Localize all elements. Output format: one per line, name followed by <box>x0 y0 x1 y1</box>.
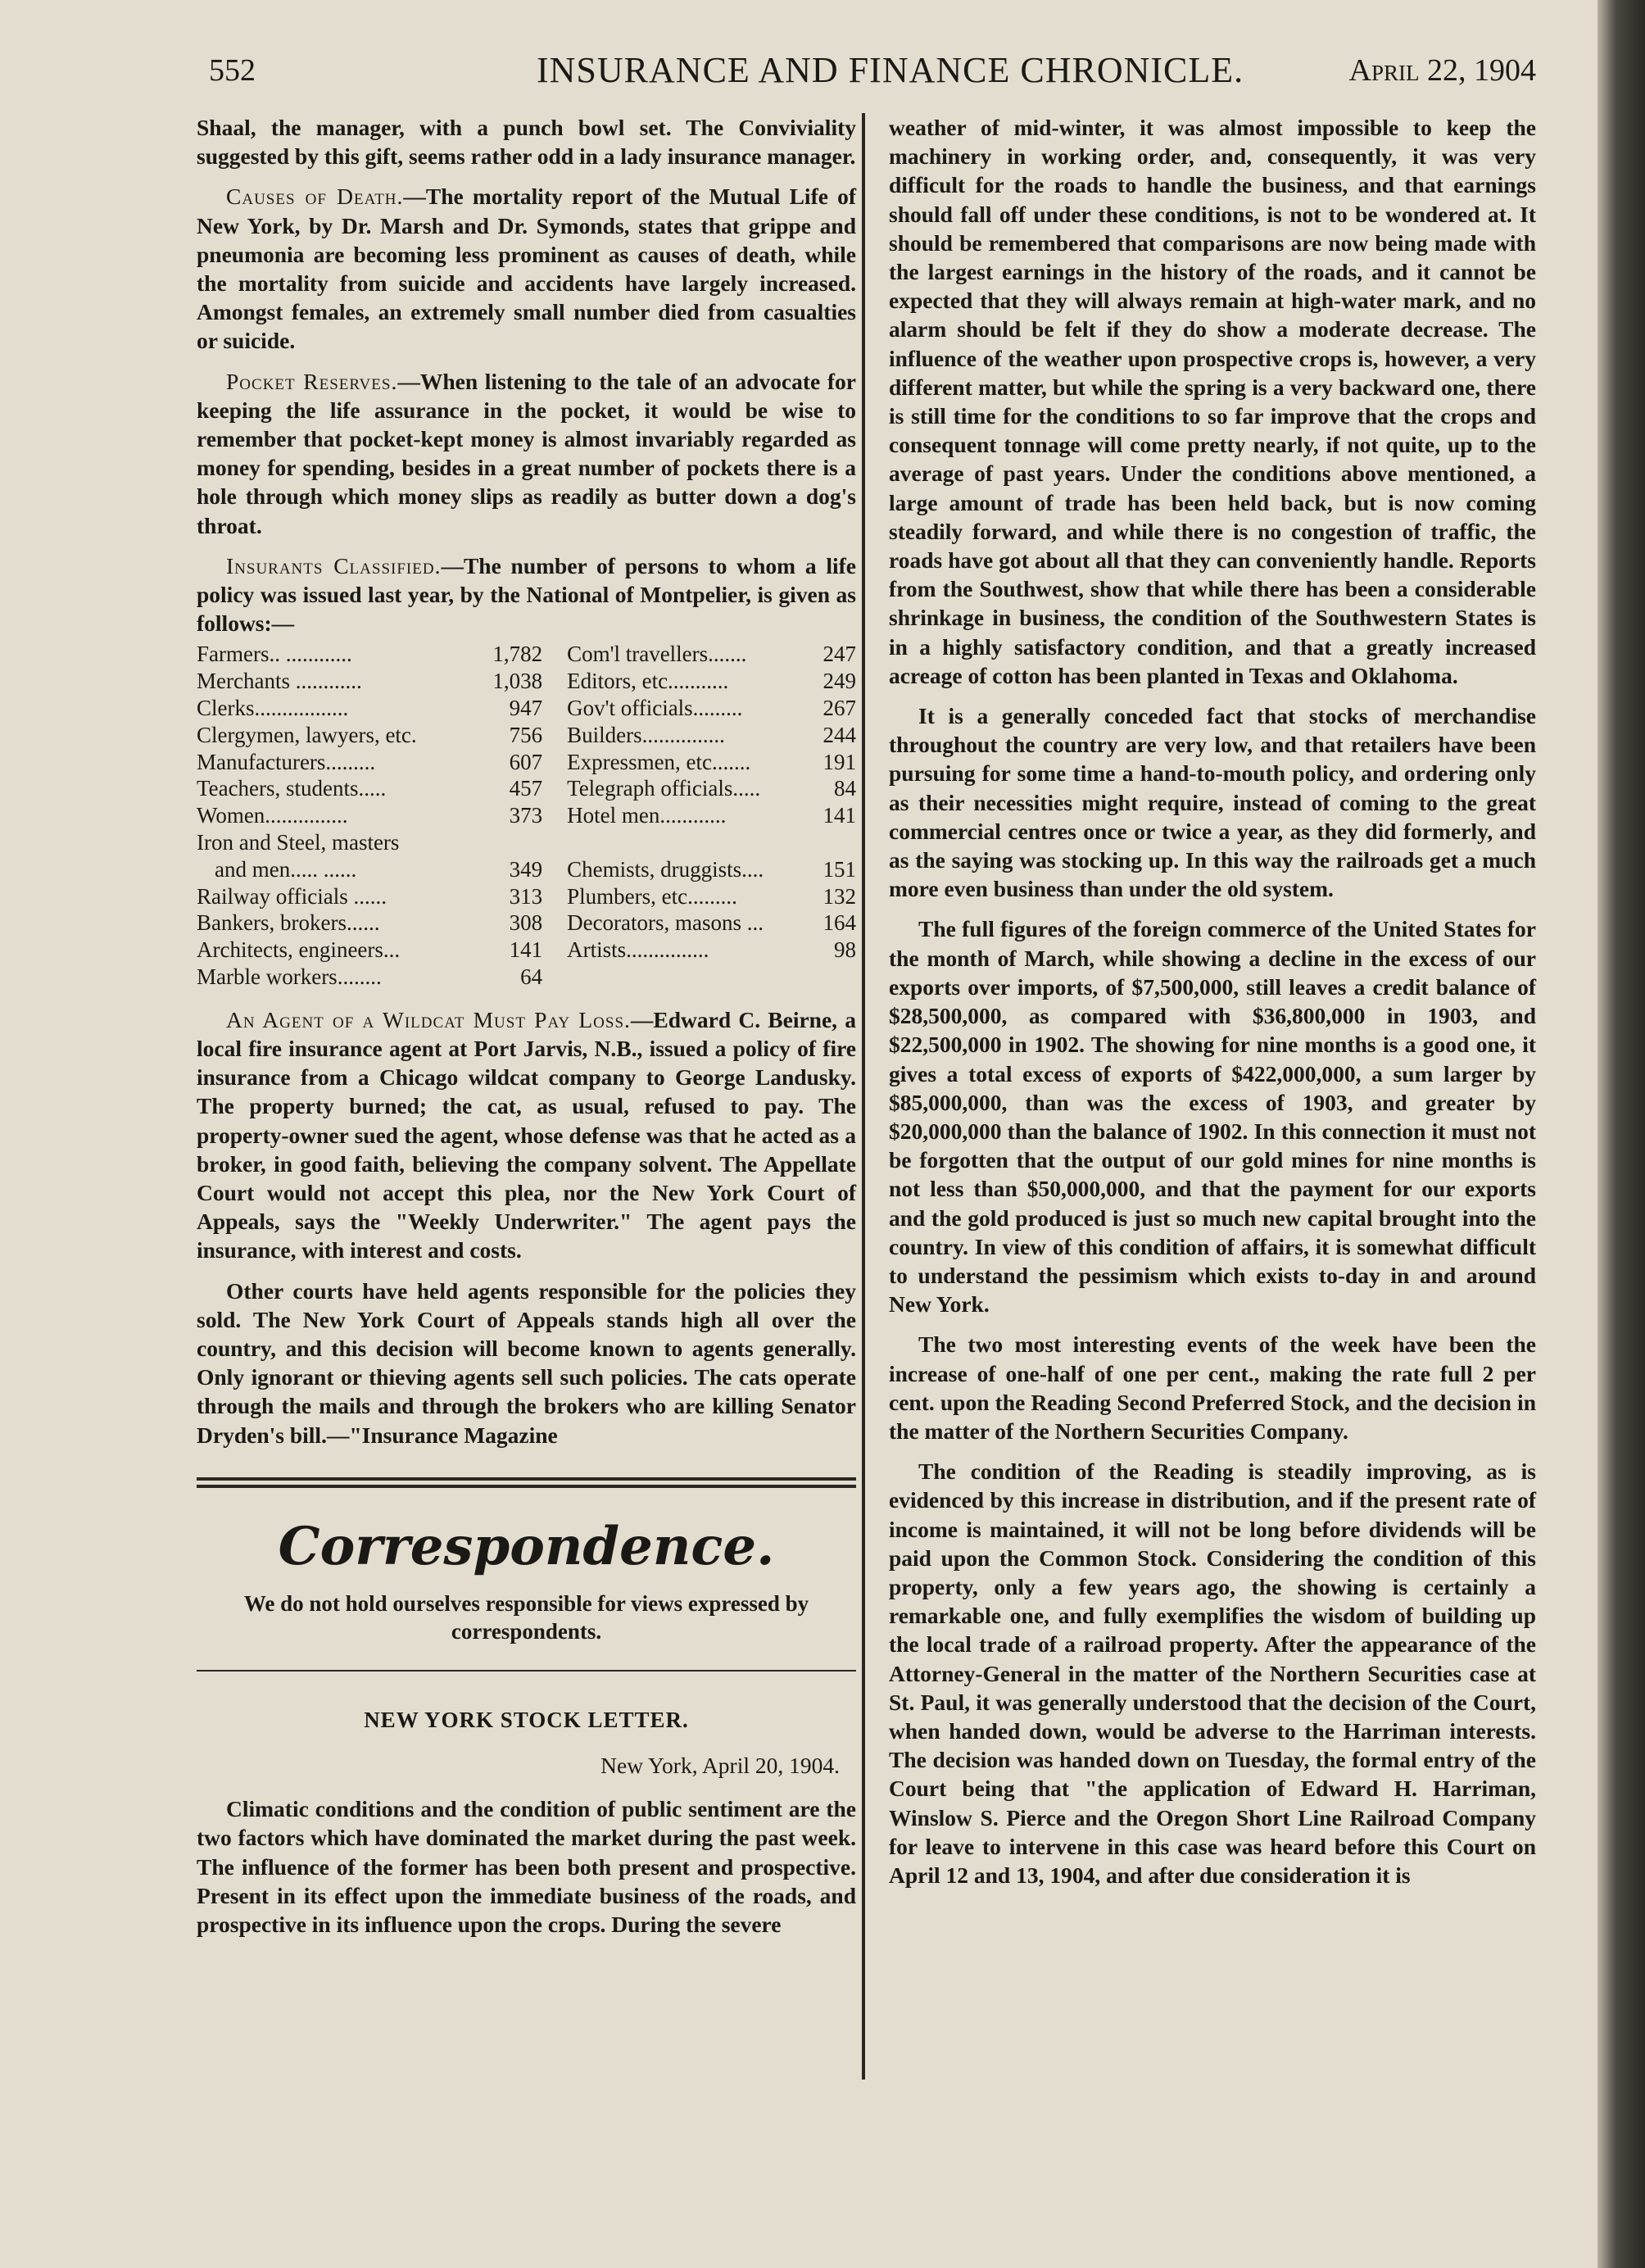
count-cell: 1,782 <box>492 642 543 667</box>
occupation-cell: Decorators, masons ... <box>567 910 764 936</box>
section-divider <box>197 1477 856 1488</box>
count-cell: 247 <box>822 642 856 667</box>
count-cell: 64 <box>520 964 543 990</box>
right-paragraph-1: weather of mid-winter, it was almost impossible to keep the machinery in working order, and, consequently, it was very difficult for the roads to handle the business, and that earnings should fall off under these conditions, is not to be wondered at. It should be remembered that comparisons are now being made with the largest earnings in the history of the roads, and it cannot be expected that they will always remain at high-water mark, and no alarm should be felt if they do show a moderate decrease. The influence of the weather upon prospective crops is, however, a very different matter, but while the spring is a very backward one, there is still time for the conditions to so far improve that the crops and consequent tonnage will come pretty nearly, if not quite, up to the average of past years. Under the conditions above mentioned, a large amount of trade has been held back, but is now coming steadily forward, and while there is no congestion of traffic, the roads have got about all that they can conveniently handle. Reports from the Southwest, show that while there has been a considerable shrinkage in business, the condition of the Southwestern States is in a highly satisfactory condition, and that a greatly increased acreage of cotton has been planted in Texas and Oklahoma. <box>889 115 1536 688</box>
count-cell: 151 <box>822 856 856 882</box>
running-header <box>209 48 1536 97</box>
occupation-cell: Marble workers........ <box>197 964 382 990</box>
left-column <box>197 113 856 1950</box>
table-row <box>197 749 856 776</box>
insurants-paragraph <box>197 551 856 638</box>
binding-shadow <box>1597 0 1645 2268</box>
count-cell: 132 <box>822 883 856 909</box>
count-cell: 141 <box>509 937 543 963</box>
table-row <box>197 829 856 856</box>
occupation-cell: Plumbers, etc......... <box>567 883 737 909</box>
causes-of-death-text: —The mortality report of the Mutual Life of New York, by Dr. Marsh and Dr. Symonds, states that grippe and pneumonia are becoming less prominent as causes of death, while the mortality from suicide and accidents have largely increased. Amongst females, an extremely small number died from casualties or suicide. <box>197 184 856 354</box>
causes-of-death-title: Causes of Death. <box>226 184 404 210</box>
occupation-cell: Iron and Steel, masters <box>197 830 400 855</box>
occupation-cell: Architects, engineers... <box>197 937 401 963</box>
table-row <box>197 802 856 829</box>
occupation-cell: Gov't officials......... <box>567 696 743 721</box>
count-cell: 607 <box>509 749 543 774</box>
table-row <box>197 937 856 964</box>
stock-letter-paragraph-1: Climatic conditions and the condition of public sentiment are the two factors which have dominated the market during the past week. The influence of the former has been both present and prospective. Present in its effect upon the immediate business of the roads, and prospective in its influence upon the crops. During the severe <box>197 1796 856 1938</box>
occupation-cell: Teachers, students..... <box>197 776 387 801</box>
table-row <box>197 695 856 722</box>
wildcat-paragraph-2: Other courts have held agents responsible for the policies they sold. The New York Court of Appeals stands high all over the country, and this decision will become known to agents generally. Only ignorant or thieving agents sell such policies. The cats operate through the mails and through the brokers who are killing Senator Dryden's bill.—"Insurance Magazine <box>197 1277 856 1448</box>
running-title: INSURANCE AND FINANCE CHRONICLE. <box>537 50 1244 90</box>
table-row <box>197 883 856 910</box>
count-cell <box>814 964 856 991</box>
correspondence-heading: Correspondence. <box>278 1515 775 1577</box>
count-cell: 349 <box>509 856 543 882</box>
occupation-cell: Railway officials ...... <box>197 883 387 909</box>
count-cell: 141 <box>822 803 856 828</box>
page-number: 552 <box>209 53 256 88</box>
column-rule <box>862 113 865 2080</box>
occupation-cell: Com'l travellers....... <box>567 642 747 667</box>
occupation-cell <box>567 829 814 856</box>
count-cell: 308 <box>509 910 543 936</box>
occupation-cell: Telegraph officials..... <box>567 776 761 801</box>
count-cell: 98 <box>834 937 856 963</box>
table-row <box>197 909 856 937</box>
pocket-reserves-title: Pocket Reserves. <box>226 368 398 394</box>
count-cell: 164 <box>822 910 856 936</box>
disclaimer-rule <box>197 1670 856 1672</box>
table-row <box>197 668 856 695</box>
right-column <box>889 113 1536 1901</box>
count-cell: 313 <box>509 883 543 909</box>
wildcat-paragraph <box>197 1005 856 1265</box>
occupation-cell <box>567 964 814 991</box>
intro-paragraph: Shaal, the manager, with a punch bowl set. The Conviviality suggested by this gift, seems rather odd in a lady insurance manager. <box>197 115 856 170</box>
table-row <box>197 856 856 883</box>
pocket-reserves-paragraph <box>197 367 856 540</box>
count-cell: 373 <box>509 803 543 828</box>
occupation-cell: Manufacturers......... <box>197 749 376 774</box>
wildcat-text: —Edward C. Beirne, a local fire insurance agent at Port Jarvis, N.B., issued a policy of fire insurance from a Chicago wildcat company to George Landusky. The property burned; the cat, as usual, refused to pay. The property-owner sued the agent, whose defense was that he acted as a broker, in good faith, believing the company solvent. The Appellate Court would not accept this plea, nor the New York Court of Appeals, says the "Weekly Underwriter." The agent pays the insurance, with interest and costs. <box>197 1006 856 1263</box>
count-cell: 1,038 <box>492 669 543 694</box>
count-cell: 84 <box>834 776 856 801</box>
occupation-cell: Builders............... <box>567 722 725 747</box>
stock-letter-dateline: New York, April 20, 1904. <box>600 1753 840 1779</box>
header-date: April 22, 1904 <box>1348 53 1536 88</box>
occupation-cell: Editors, etc........... <box>567 669 729 694</box>
count-cell: 267 <box>822 696 856 721</box>
occupation-cell: Bankers, brokers...... <box>197 910 380 936</box>
insurants-text: —The number of persons to whom a life policy was issued last year, by the National of Montpelier, is given as follows:— <box>197 552 856 637</box>
occupation-table <box>197 641 856 990</box>
occupation-cell: Farmers.. ............ <box>197 642 352 667</box>
occupation-cell: and men..... ...... <box>215 856 357 882</box>
count-cell: 947 <box>509 696 543 721</box>
pocket-reserves-text: —When listening to the tale of an advocate for keeping the life assurance in the pocket, it would be wise to remember that pocket-kept money is almost invariably regarded as money for spending, besides in a great number of pockets there is a hole through which money slips as readily as butter down a dog's throat. <box>197 368 856 538</box>
table-row <box>197 775 856 802</box>
count-cell: 756 <box>509 722 543 747</box>
count-cell: 457 <box>509 776 543 801</box>
occupation-cell: Clerks................. <box>197 696 349 721</box>
occupation-cell: Chemists, druggists.... <box>567 856 764 882</box>
count-cell: 249 <box>822 669 856 694</box>
occupation-cell: Clergymen, lawyers, etc. <box>197 722 417 747</box>
wildcat-title: An Agent of a Wildcat Must Pay Loss. <box>226 1006 631 1032</box>
count-cell: 191 <box>822 749 856 774</box>
right-paragraph-5: The condition of the Reading is steadily improving, as is evidenced by this increase in distribution, and if the present rate of income is maintained, it will not be long before dividends will be paid upon the Common Stock. Considering the condition of this property, only a few years ago, the showing is certainly a remarkable one, and fully exemplifies the wisdom of building up the local trade of a railroad property. After the appearance of the Attorney-General in the matter of the Northern Securities case at St. Paul, it was generally understood that the decision of the Court, when handed down, would be adverse to the Harriman interests. The decision was handed down on Tuesday, the formal entry of the Court being that "the application of Edward H. Harriman, Winslow S. Pierce and the Oregon Short Line Railroad Company for leave to intervene in this case was heard before this Court on April 12 and 13, 1904, and after due consideration it is <box>889 1458 1536 1888</box>
table-row <box>197 641 856 668</box>
occupation-cell: Merchants ............ <box>197 669 362 694</box>
occupation-cell: Women............... <box>197 803 348 828</box>
count-cell: 244 <box>822 722 856 747</box>
occupation-cell: Artists............... <box>567 937 709 963</box>
table-row <box>197 964 856 991</box>
right-paragraph-4: The two most interesting events of the week have been the increase of one-half of one per cent., making the rate full 2 per cent. upon the Reading Second Preferred Stock, and the decision in the matter of the Northern Securities Company. <box>889 1331 1536 1444</box>
insurants-title: Insurants Classified. <box>226 552 442 578</box>
count-cell <box>474 829 567 856</box>
causes-of-death-paragraph <box>197 182 856 355</box>
table-row <box>197 722 856 749</box>
stock-letter-heading: NEW YORK STOCK LETTER. <box>364 1707 689 1732</box>
right-paragraph-2: It is a generally conceded fact that stocks of merchandise throughout the country are very low, and that retailers have been pursuing for some time a hand-to-mouth policy, and ordering only as their necessities might require, instead of coming to the great commercial centres once or twice a year, as they did formerly, and as the saying was stocking up. In this way the railroads get a much more even business than under the old system. <box>889 703 1536 902</box>
correspondence-disclaimer: We do not hold ourselves responsible for views expressed by correspondents. <box>243 1590 809 1644</box>
occupation-cell: Expressmen, etc....... <box>567 749 751 774</box>
right-paragraph-3: The full figures of the foreign commerce of the United States for the month of March, while showing a decline in the excess of our exports over imports, of $7,500,000, still leaves a credit balance of $28,500,000, as compared with $36,800,000 in 1903, and $22,500,000 in 1902. The showing for nine months is a good one, it gives a total excess of exports of $422,000,000, a sum larger by $85,000,000, than was the excess of 1903, and greater by $20,000,000 than the balance of 1902. In this connection it must not be forgotten that the output of our gold mines for nine months is not less than $50,000,000, and that the payment for our exports and the gold produced is just so much new capital brought into the country. In view of this condition of affairs, it is somewhat difficult to understand the pessimism which exists to-day in and around New York. <box>889 916 1536 1318</box>
count-cell <box>814 829 856 856</box>
occupation-cell: Hotel men............ <box>567 803 727 828</box>
